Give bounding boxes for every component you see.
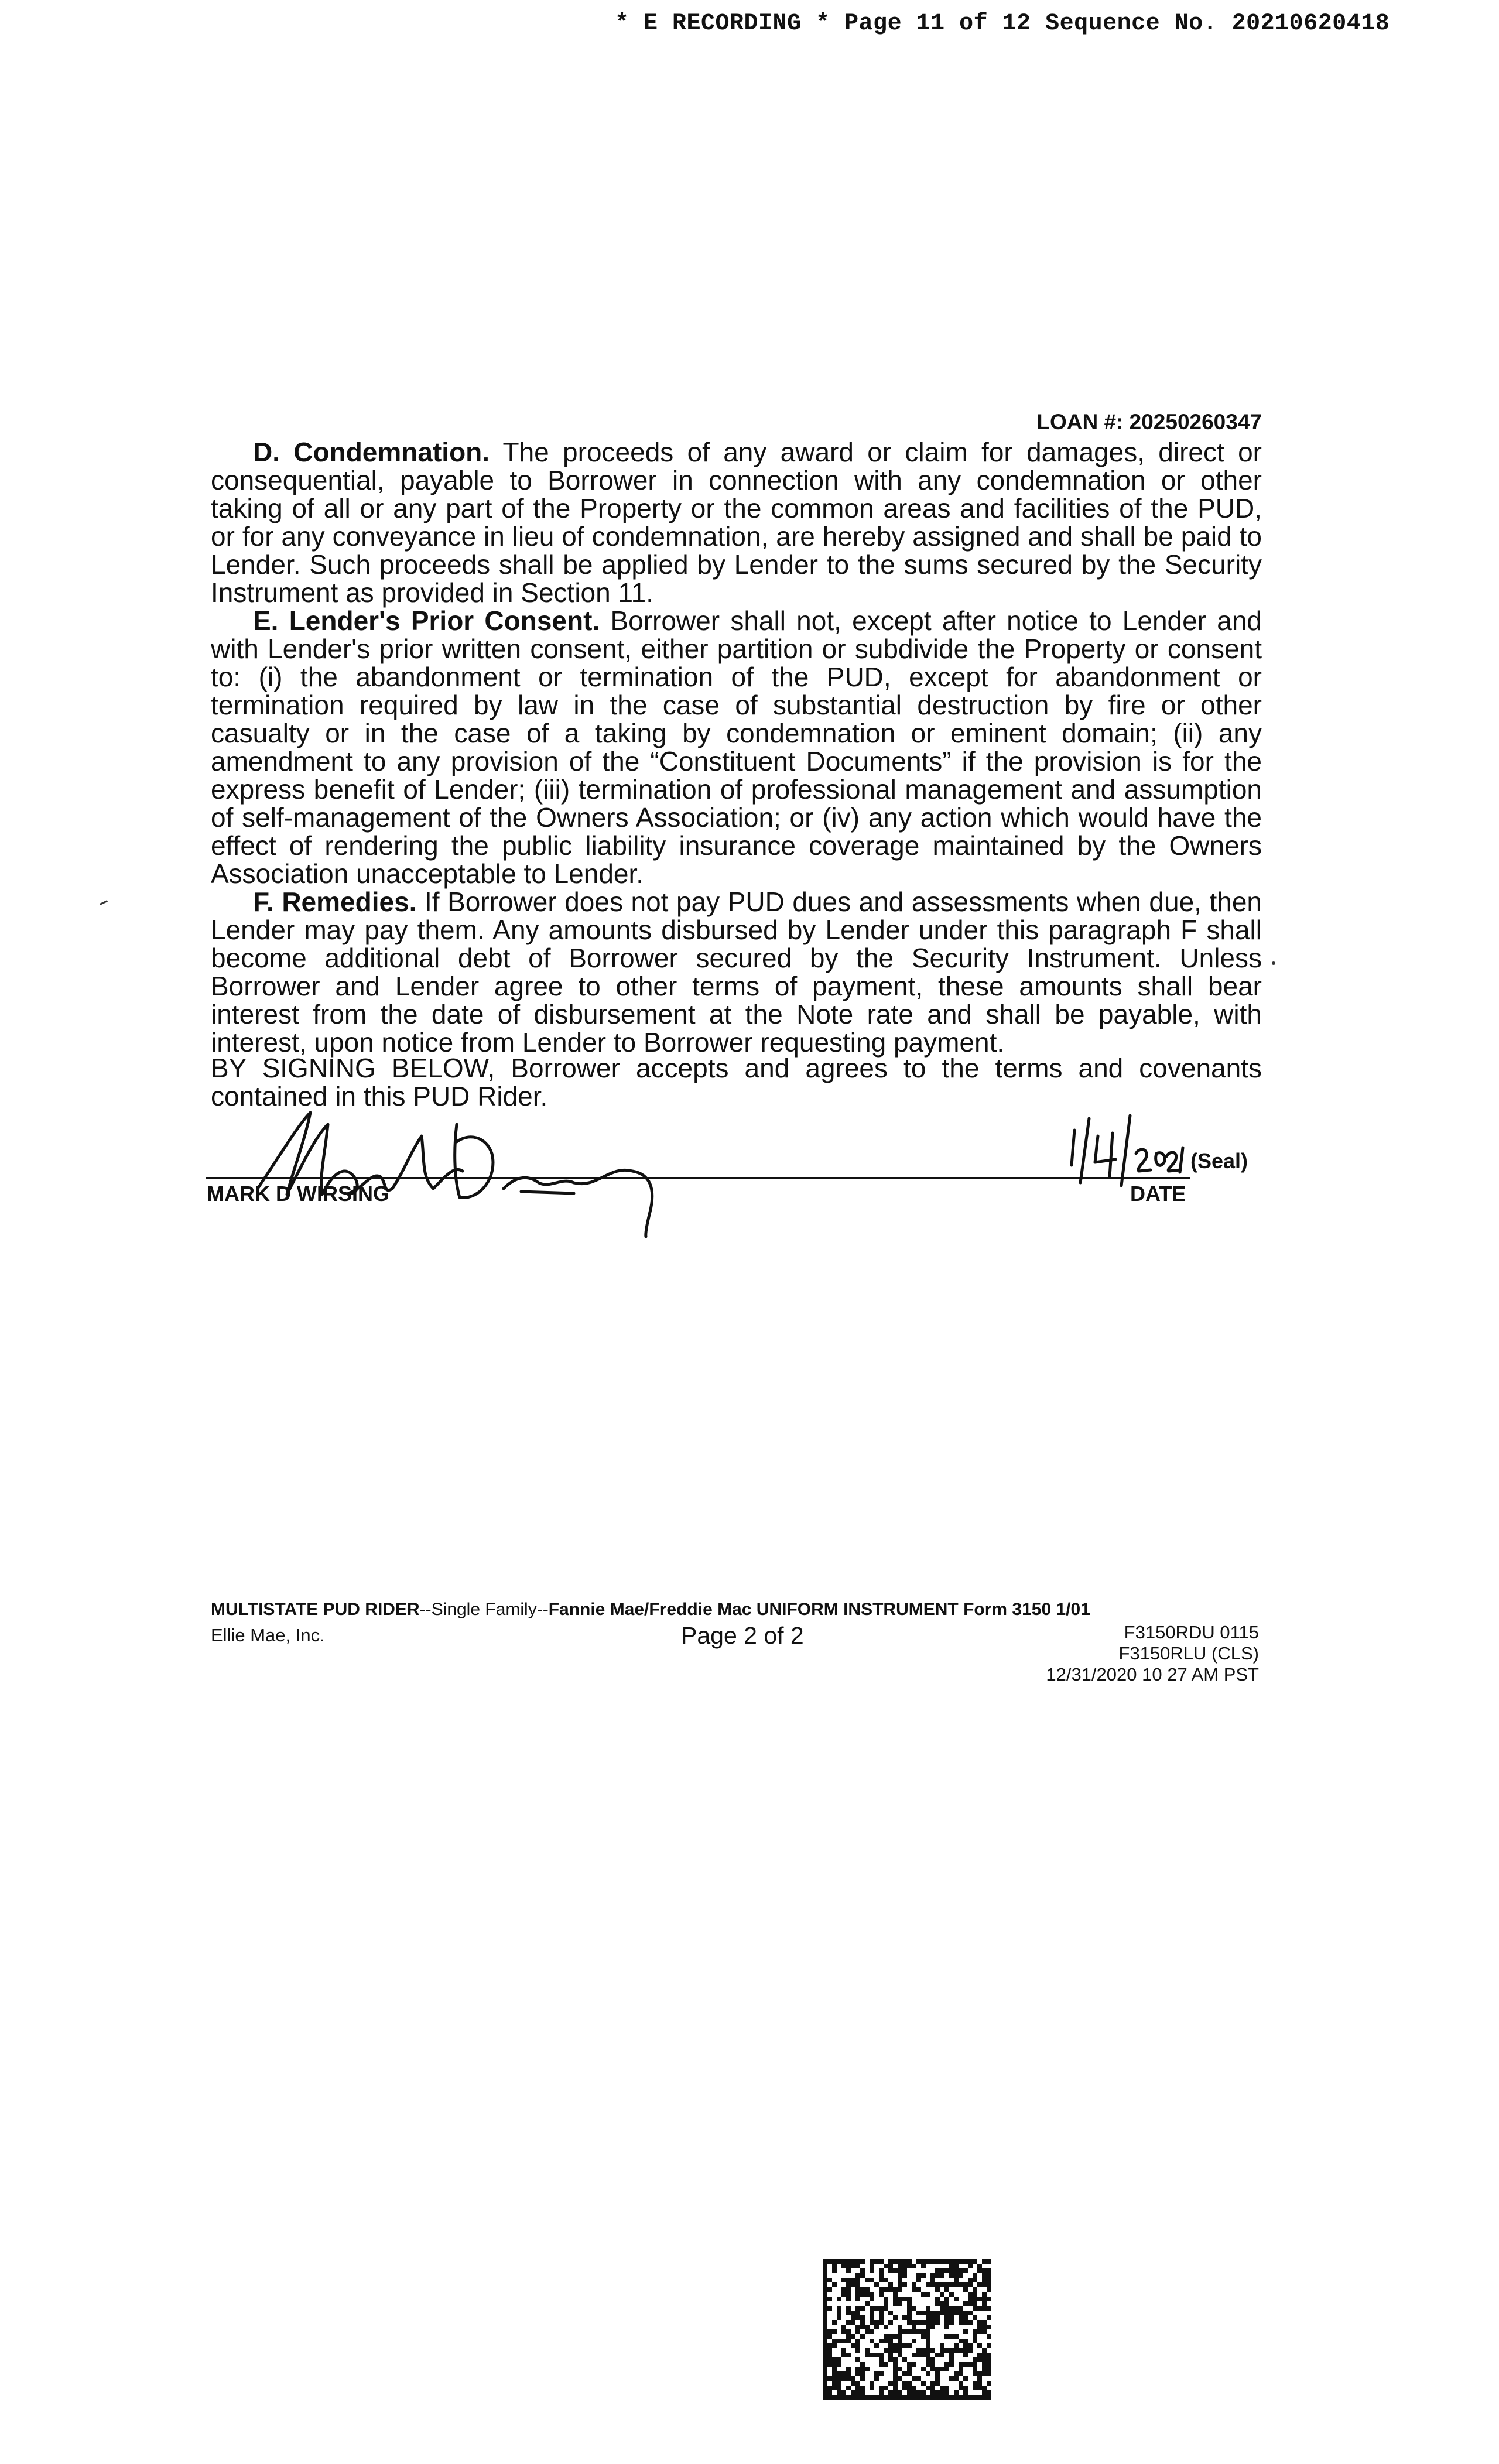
form-title-bold-2: Fannie Mae/Freddie Mac UNIFORM INSTRUMENT Form 3150 1/01 xyxy=(548,1600,1090,1619)
signing-statement: BY SIGNING BELOW, Borrower accepts and agrees to the terms and covenants contained in this PUD Rider. xyxy=(211,1053,1262,1111)
borrower-signature xyxy=(246,1101,691,1241)
condemnation-paragraph xyxy=(211,438,1262,607)
datamatrix-barcode xyxy=(823,2259,993,2400)
prior-consent-heading: E. Lender's Prior Consent. xyxy=(253,605,600,636)
footer-page-number: Page 2 of 2 xyxy=(681,1622,804,1649)
form-timestamp: 12/31/2020 10 27 AM PST xyxy=(1046,1664,1259,1685)
form-title-normal: Single Family xyxy=(431,1600,537,1619)
footer-company: Ellie Mae, Inc. xyxy=(211,1625,325,1645)
signer-name: MARK D WIRSING xyxy=(207,1182,389,1206)
recording-header: * E RECORDING * Page 11 of 12 Sequence No. 20210620418 xyxy=(615,11,1390,37)
stray-mark xyxy=(100,900,108,905)
prior-consent-paragraph xyxy=(211,607,1262,888)
form-title-sep-1: -- xyxy=(419,1600,432,1619)
footer-form-title xyxy=(211,1600,1090,1620)
rider-body xyxy=(211,438,1262,1056)
prior-consent-text: Borrower shall not, except after notice to Lender and with Lender's prior written consent, either partition or subdivide the Property or consent to: (i) the abandonment or termination of the PUD, except for abandonment or termination required by law in the case of substantial destruction by fire or other casualty or in the case of a taking by condemnation or eminent domain; (ii) any amendment to any provision of the “Constituent Documents” if the provision is for the express benefit of Lender; (iii) termination of professional management and assumption of self-management of the Owners Association; or (iv) any action which would have the effect of rendering the public liability insurance coverage maintained by the Owners Association unacceptable to Lender. xyxy=(211,605,1262,889)
seal-label: (Seal) xyxy=(1190,1149,1248,1173)
form-title-sep-2: -- xyxy=(536,1600,549,1619)
footer-form-codes xyxy=(1046,1622,1259,1685)
form-code-2: F3150RLU (CLS) xyxy=(1118,1643,1259,1664)
condemnation-text: The proceeds of any award or claim for damages, direct or consequential, payable to Borrower in connection with any condemnation or other taking of all or any part of the Property or the common areas and facilities of the PUD, or for any conveyance in lieu of condemnation, are hereby assigned and shall be paid to Lender. Such proceeds shall be applied by Lender to the sums secured by the Security Instrument as provided in Section 11. xyxy=(211,437,1262,608)
signature-line xyxy=(206,1177,1190,1179)
stray-mark xyxy=(1272,961,1275,965)
remedies-text: If Borrower does not pay PUD dues and assessments when due, then Lender may pay them. Any amounts disbursed by Lender under this paragraph F shall become additional debt of Borrower secured by the Security Instrument. Unless Borrower and Lender agree to other terms of payment, these amounts shall bear interest from the date of disbursement at the Note rate and shall be payable, with interest, upon notice from Lender to Borrower requesting payment. xyxy=(211,887,1262,1058)
form-title-bold-1: MULTISTATE PUD RIDER xyxy=(211,1600,420,1619)
remedies-heading: F. Remedies. xyxy=(253,887,417,917)
loan-number: LOAN #: 20250260347 xyxy=(1036,410,1262,434)
form-code-1: F3150RDU 0115 xyxy=(1124,1622,1259,1642)
date-label: DATE xyxy=(1130,1182,1186,1206)
condemnation-heading: D. Condemnation. xyxy=(253,437,490,467)
remedies-paragraph xyxy=(211,888,1262,1056)
